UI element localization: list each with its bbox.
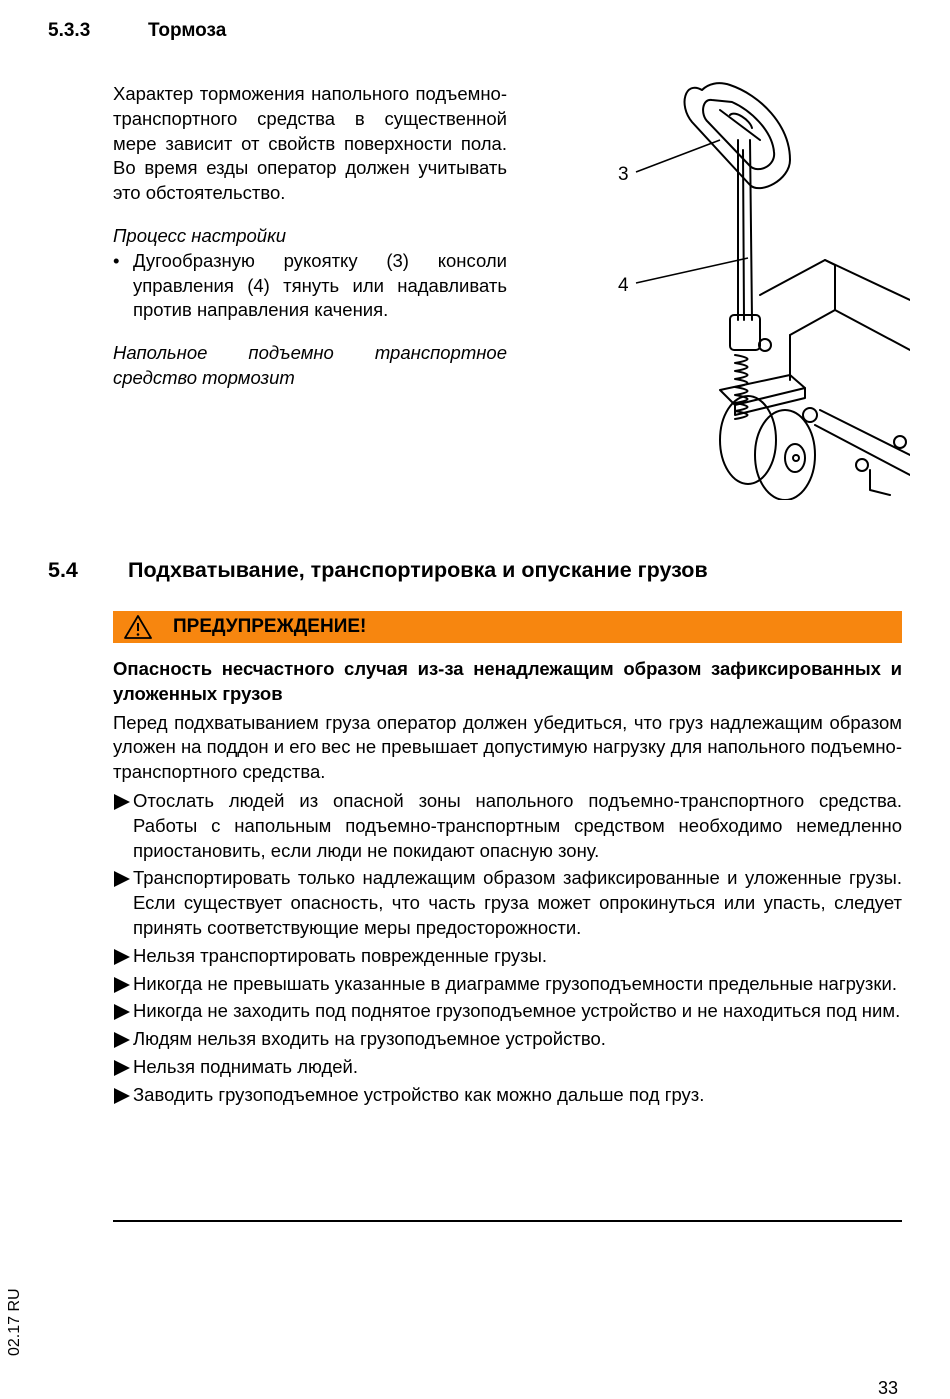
callout-4: 4 [618,275,629,296]
list-item-text: Нельзя транспортировать поврежденные грузы. [133,944,548,966]
list-item-text: Транспортировать только надлежащим образом зафиксированные и уложенные грузы. Если существует опасность, что часть груза может опрокинуться или упасть, следует принять соответствующие меры предосторожности. [133,867,902,938]
list-item-text: Никогда не превышать указанные в диаграмме грузоподъемности предельные нагрузки. [133,972,897,994]
document-code: 02.17 RU [6,1288,23,1356]
procedure-step [113,249,507,323]
list-item [113,999,902,1024]
section-title: Тормоза [148,20,227,41]
arrow-bullet-icon [114,871,130,887]
pallet-truck-illustration [590,70,910,500]
bullet-mark: • [113,249,120,271]
list-item-text: Людям нельзя входить на грузоподъемное устройство. [133,1028,606,1050]
warning-lead: Опасность несчастного случая из-за ненадлежащим образом зафиксированных и уложенных грузов [113,658,902,704]
section-number: 5.3.3 [48,20,91,41]
list-item-text: Нельзя поднимать людей. [133,1055,359,1077]
arrow-bullet-icon [114,1088,130,1104]
list-item [113,1055,902,1080]
procedure-heading: Процесс настройки [113,224,287,246]
list-item [113,972,902,997]
warning-label: ПРЕДУПРЕЖДЕНИЕ! [173,616,367,637]
warning-text: Перед подхватыванием груза оператор должен убедиться, что груз надлежащим образом уложен на поддон и его вес не превышает допустимую нагрузку для напольного подъемно-транспортного средства. [113,711,902,783]
page-number: 33 [878,1378,899,1398]
list-item [113,1027,902,1052]
callout-3: 3 [618,164,629,185]
list-item-text: Отослать людей из опасной зоны напольного подъемно-транспортного средства. Работы с напольным подъемно-транспортным средством необходимо немедленно приостановить, если люди не покидают опасную зону. [133,789,902,861]
warning-bar [113,611,902,643]
section-number: 5.4 [48,558,78,582]
arrow-bullet-icon [114,1032,130,1048]
brakes-text-column [113,82,507,391]
arrow-bullet-icon [114,1004,130,1020]
arrow-bullet-icon [114,1060,130,1076]
procedure-step-text: Дугообразную рукоятку (3) консоли управления (4) тянуть или надавливать против направления качения. [133,249,507,321]
procedure-result: Напольное подъемно транспортное средство тормозит [113,342,507,388]
arrow-bullet-icon [114,794,130,810]
list-item [113,1083,902,1108]
list-item-text: Заводить грузоподъемное устройство как можно дальше под груз. [133,1083,705,1105]
section-divider [113,1220,902,1222]
list-item-text: Никогда не заходить под поднятое грузоподъемное устройство и не находиться под ним. [133,1000,901,1022]
arrow-bullet-icon [114,949,130,965]
warning-content [113,657,902,1111]
section-title: Подхватывание, транспортировка и опускание грузов [128,558,708,582]
list-item [113,944,902,969]
brakes-paragraph: Характер торможения напольного подъемно-транспортного средства в существенной мере зависит от свойств поверхности пола. Во время езды оператор должен учитывать это обстоятельство. [113,83,507,204]
arrow-bullet-icon [114,977,130,993]
list-item [113,789,902,863]
list-item [113,866,902,940]
warning-triangle-icon [123,614,153,640]
